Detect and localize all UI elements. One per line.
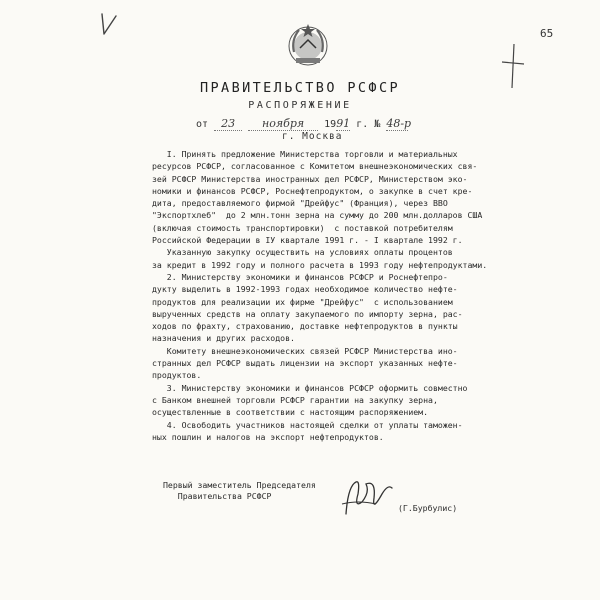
body-line: 4. Освободить участников настоящей сделки от уплаты таможен- [152, 419, 463, 430]
body-line: 3. Министерству экономики и финансов РСФСР оформить совместно [152, 382, 468, 393]
city-label: г. Москва [282, 131, 343, 142]
signatory-title [163, 480, 316, 502]
body-line: Указанную закупку осуществить на условиях оплаты процентов [152, 247, 453, 258]
body-line: "Экспортхлеб" до 2 млн.тонн зерна на сумму до 200 млн.долларов США [152, 210, 483, 221]
date-day: 23 [214, 117, 242, 131]
date-year-suffix: 91 [336, 117, 351, 130]
government-title: ПРАВИТЕЛЬСТВО РСФСР [199, 80, 401, 96]
body-line: продуктов. [152, 370, 202, 381]
page-number: 65 [540, 27, 554, 40]
body-line: за кредит в 1992 году и полного расчета в 1993 году нефтепродуктами. [152, 259, 488, 270]
signatory-title-line1: Первый заместитель Председателя [163, 480, 316, 490]
body-line: Российской Федерации в IУ квартале 1991 г. - I квартале 1992 г. [152, 235, 463, 246]
body-line: ных пошлин и налогов на экспорт нефтепродуктов. [152, 431, 384, 442]
signature-icon [336, 474, 396, 520]
document-number: 48-р [386, 117, 412, 130]
check-mark-icon [98, 12, 120, 36]
body-line: дукту выделить в 1992-1993 годах необходимое количество нефте- [152, 284, 458, 295]
body-line: дита, предоставляемого фирмой "Дрейфус" (Франция), через ВВО [152, 198, 448, 209]
document-type-title: РАСПОРЯЖЕНИЕ [248, 100, 352, 111]
body-line: ресурсов РСФСР, согласованное с Комитетом внешнеэкономических свя- [152, 161, 478, 172]
rsfsr-emblem-icon [285, 22, 331, 68]
body-line: номики и финансов РСФСР, Роснефтепродуктом, о закупке в счет кре- [152, 185, 473, 196]
date-prefix: от [196, 119, 209, 130]
date-line [196, 117, 412, 131]
body-line: 2. Министерству экономики и финансов РСФСР и Роснефтепро- [152, 271, 448, 282]
body-line: зей РСФСР Министерства иностранных дел РСФСР, Министерством эко- [152, 173, 468, 184]
date-year-label: г. № [356, 119, 381, 130]
body-line: вырученных средств на оплату закупаемого по импорту зерна, рас- [152, 308, 463, 319]
signatory-title-line2: Правительства РСФСР [163, 491, 272, 501]
body-line: I. Принять предложение Министерства торговли и материальных [152, 149, 458, 159]
body-line: (включая стоимость транспортировки) с поставкой потребителям [152, 222, 453, 233]
body-line: назначения и других расходов. [152, 333, 295, 344]
body-line: Комитету внешнеэкономических связей РСФСР Министерства ино- [152, 345, 458, 356]
signatory-name: (Г.Бурбулис) [398, 503, 458, 513]
body-line: с Банком внешней торговли РСФСР гарантии на закупку зерна, [152, 394, 438, 405]
date-month: ноября [248, 117, 318, 131]
body-line: осуществленные в соответствии с настоящим распоряжением. [152, 407, 429, 418]
body-line: ходов по фрахту, страхованию, доставке нефтепродуктов в пункты [152, 321, 458, 332]
order-body [152, 148, 552, 443]
body-line: продуктов для реализации их фирме "Дрейфус" с использованием [152, 296, 453, 307]
body-line: странных дел РСФСР выдать лицензии на экспорт указанных нефте- [152, 358, 458, 369]
date-year-prefix: 19 [324, 119, 337, 130]
